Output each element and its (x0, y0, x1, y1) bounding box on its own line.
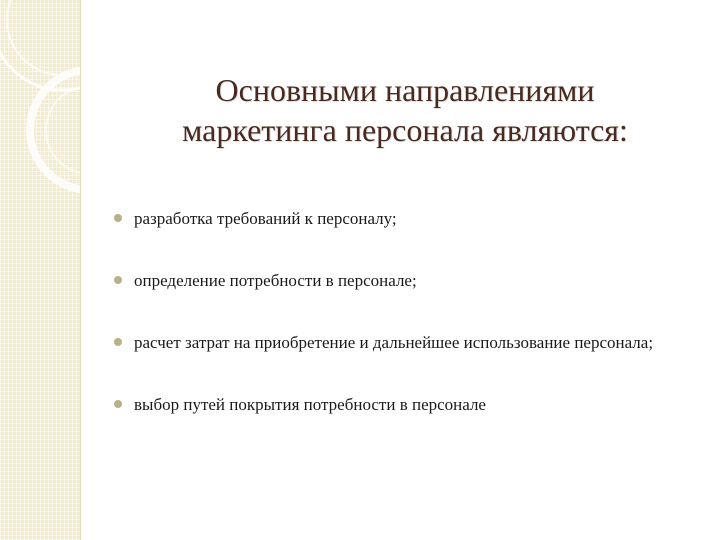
bullet-text: расчет затрат на приобретение и дальнейшее использование персонала; (134, 333, 654, 352)
bullet-dot-icon (114, 276, 122, 284)
decorative-circles-icon (0, 0, 80, 540)
bullet-text: определение потребности в персонале; (134, 271, 417, 290)
decorative-side-strip (0, 0, 80, 540)
bullet-text: выбор путей покрытия потребности в персонале (134, 395, 486, 414)
list-item (112, 208, 692, 229)
bullet-text: разработка требований к персоналу; (134, 209, 397, 228)
slide-title-line2: маркетинга персонала являются: (182, 112, 628, 148)
list-item (112, 394, 692, 415)
slide-title-line1: Основными направлениями (215, 72, 595, 108)
list-item (112, 332, 692, 353)
bullet-dot-icon (114, 338, 122, 346)
list-item (112, 270, 692, 291)
slide-title (110, 70, 700, 150)
side-divider (80, 0, 81, 540)
bullet-list (112, 208, 692, 415)
bullet-dot-icon (114, 400, 122, 408)
bullet-dot-icon (114, 214, 122, 222)
